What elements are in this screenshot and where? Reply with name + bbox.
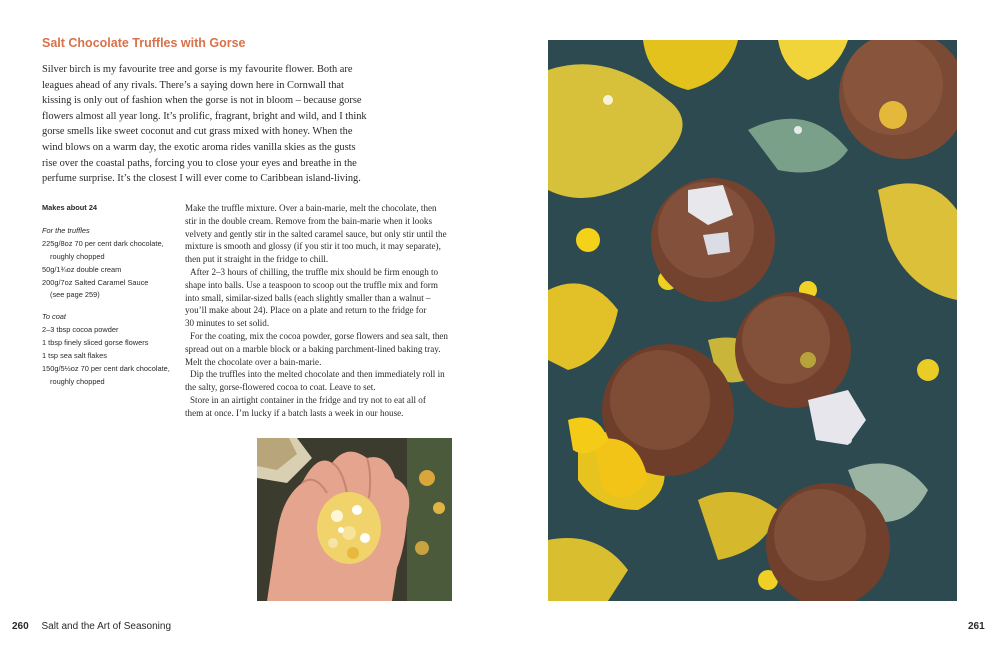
method-line: mixture is smooth and glossy (if you stir it too much, it may separate), bbox=[185, 241, 441, 252]
method-line: the salty, gorse-flowered cocoa to coat. Leave to set. bbox=[185, 382, 376, 393]
method-line: After 2–3 hours of chilling, the truffle mix should be firm enough to bbox=[190, 266, 439, 277]
left-page-number: 260 bbox=[12, 621, 29, 632]
intro-line: kissing is only out of fashion when the gorse is not in bloom – because gorse bbox=[42, 95, 362, 107]
ingredient-item: 150g/5½oz 70 per cent dark chocolate, bbox=[42, 363, 170, 373]
ingredient-item: 1 tbsp finely sliced gorse flowers bbox=[42, 338, 149, 348]
coat-ingredients bbox=[42, 324, 182, 389]
coat-group-title: To coat bbox=[42, 312, 66, 322]
method-line: Dip the truffles into the melted chocolate and then immediately roll in bbox=[190, 369, 445, 380]
ingredients-list bbox=[42, 202, 182, 389]
ingredient-item: 200g/7oz Salted Caramel Sauce bbox=[42, 277, 149, 287]
intro-paragraph bbox=[42, 62, 367, 187]
ingredient-item-continued: roughly chopped bbox=[50, 251, 105, 261]
ingredient-item: 2–3 tbsp cocoa powder bbox=[42, 325, 119, 335]
intro-line: perfume surprise. It’s the closest I will ever come to Caribbean island-living. bbox=[42, 173, 361, 185]
book-title: Salt and the Art of Seasoning bbox=[41, 621, 172, 632]
intro-line: leagues ahead of any rivals. There’s a saying down here in Cornwall that bbox=[42, 79, 344, 91]
method-line: stir in the double cream. Remove from the bain-marie when it looks bbox=[185, 215, 432, 226]
truffles-group-title: For the truffles bbox=[42, 225, 90, 235]
method-line: Melt the chocolate over a bain-marie. bbox=[185, 356, 322, 367]
method-line: Store in an airtight container in the fridge and try not to eat all of bbox=[190, 394, 426, 405]
truffles-photo bbox=[548, 40, 957, 601]
method-line: them at once. I’m lucky if a batch lasts a week in our house. bbox=[185, 407, 404, 418]
hand-with-salt-photo bbox=[257, 438, 452, 601]
method-line: spread out on a marble block or a baking parchment-lined baking tray. bbox=[185, 343, 441, 354]
method-line: shape into balls. Use a teaspoon to scoop out the truffle mix and form bbox=[185, 279, 438, 290]
intro-line: gorse smells like sweet coconut and cut grass mixed with honey. When the bbox=[42, 126, 353, 138]
method-line: velvety and gently stir in the salted caramel sauce, but only stir until the bbox=[185, 228, 447, 239]
ingredient-item: 225g/8oz 70 per cent dark chocolate, bbox=[42, 238, 164, 248]
ingredient-item-continued: roughly chopped bbox=[50, 376, 105, 386]
footer-left bbox=[12, 621, 171, 632]
method-line: then put it straight in the fridge to chill. bbox=[185, 254, 329, 265]
intro-line: wind blows on a warm day, the exotic aroma rides vanilla skies as the gusts bbox=[42, 141, 356, 153]
ingredient-item: 1 tsp sea salt flakes bbox=[42, 351, 107, 361]
method-line: you’ll make about 24). Place on a plate and return to the fridge for bbox=[185, 305, 427, 316]
method-line: For the coating, mix the cocoa powder, gorse flowers and sea salt, then bbox=[190, 330, 448, 341]
intro-line: rise over the coastal paths, forcing you to close your eyes and breathe in the bbox=[42, 157, 357, 169]
ingredient-item: 50g/1¾oz double cream bbox=[42, 264, 122, 274]
method-text bbox=[185, 202, 455, 420]
method-line: into small, similar-sized balls (each slightly smaller than a walnut – bbox=[185, 292, 431, 303]
recipe-title: Salt Chocolate Truffles with Gorse bbox=[42, 36, 246, 50]
yield-label: Makes about 24 bbox=[42, 203, 98, 212]
intro-line: Silver birch is my favourite tree and gorse is my favourite flower. Both are bbox=[42, 64, 353, 75]
method-line: 30 minutes to set solid. bbox=[185, 318, 270, 329]
method-line: Make the truffle mixture. Over a bain-marie, melt the chocolate, then bbox=[185, 203, 437, 213]
intro-line: flowers almost all year long. It’s prolific, fragrant, bright and wild, and I think bbox=[42, 110, 367, 122]
truffles-ingredients bbox=[42, 238, 182, 303]
right-page-number: 261 bbox=[968, 621, 985, 632]
ingredient-item-continued: (see page 259) bbox=[50, 290, 100, 300]
